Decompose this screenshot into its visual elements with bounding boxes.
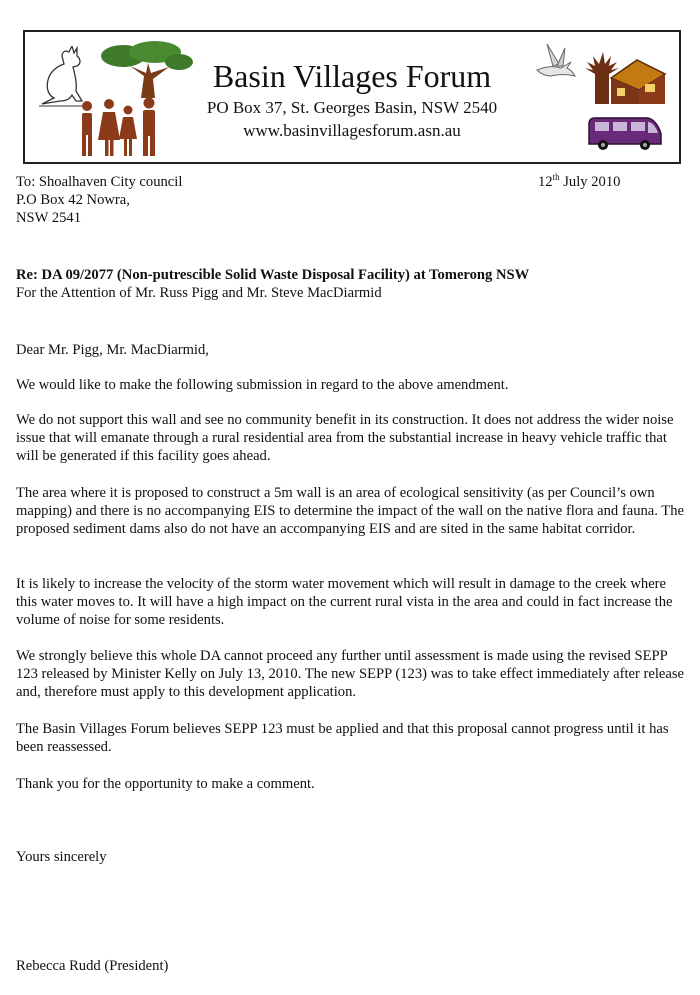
body-paragraph-3: The area where it is proposed to construct a 5m wall is an area of ecological sensitivity (as per Council’s own mapping) and there is no accompanying EIS to determine the impact of the wall on the native flora and fauna. The proposed sediment dams also do not have an accompanying EIS and are sited in the same habitat corridor.	[16, 485, 684, 537]
recipient-line-2: P.O Box 42 Nowra,	[16, 192, 130, 208]
body-paragraph-2: We do not support this wall and see no community benefit in its construction. It does not address the wider noise issue that will emanate through a rural residential area from the substantial increase in heavy vehicle traffic that will be generated if this facility goes ahead.	[16, 412, 674, 464]
recipient-line-3: NSW 2541	[16, 210, 82, 226]
letter-date	[538, 173, 620, 191]
recipient-line-1: To: Shoalhaven City council	[16, 174, 183, 190]
body-paragraph-4: It is likely to increase the velocity of the storm water movement which will result in damage to the creek where this water moves to. It will have a high impact on the current rural vista in the area and could in fact increase the volume of noise for some residents.	[16, 576, 673, 628]
signature: Rebecca Rudd (President)	[16, 958, 169, 974]
attention-line: For the Attention of Mr. Russ Pigg and Mr. Steve MacDiarmid	[16, 285, 382, 301]
body-paragraph-6: The Basin Villages Forum believes SEPP 123 must be applied and that this proposal cannot progress until it has been reassessed.	[16, 721, 669, 755]
date-suffix: th	[552, 172, 560, 183]
salutation: Dear Mr. Pigg, Mr. MacDiarmid,	[16, 342, 209, 358]
org-name: Basin Villages Forum	[212, 58, 492, 94]
org-address: PO Box 37, St. Georges Basin, NSW 2540	[206, 98, 498, 117]
org-website: www.basinvillagesforum.asn.au	[243, 121, 461, 140]
date-day: 12	[538, 174, 553, 190]
letterhead	[23, 30, 681, 164]
subject-line: Re: DA 09/2077 (Non-putrescible Solid Waste Disposal Facility) at Tomerong NSW	[16, 267, 530, 283]
body-paragraph-7: Thank you for the opportunity to make a comment.	[16, 776, 315, 792]
date-rest: July 2010	[559, 174, 621, 190]
closing: Yours sincerely	[16, 849, 107, 865]
body-paragraph-1: We would like to make the following submission in regard to the above amendment.	[16, 377, 509, 393]
body-paragraph-5: We strongly believe this whole DA cannot proceed any further until assessment is made using the revised SEPP 123 released by Minister Kelly on July 13, 2010. The new SEPP (123) was to take effect immediately after release and, therefore must apply to this development application.	[16, 648, 685, 700]
